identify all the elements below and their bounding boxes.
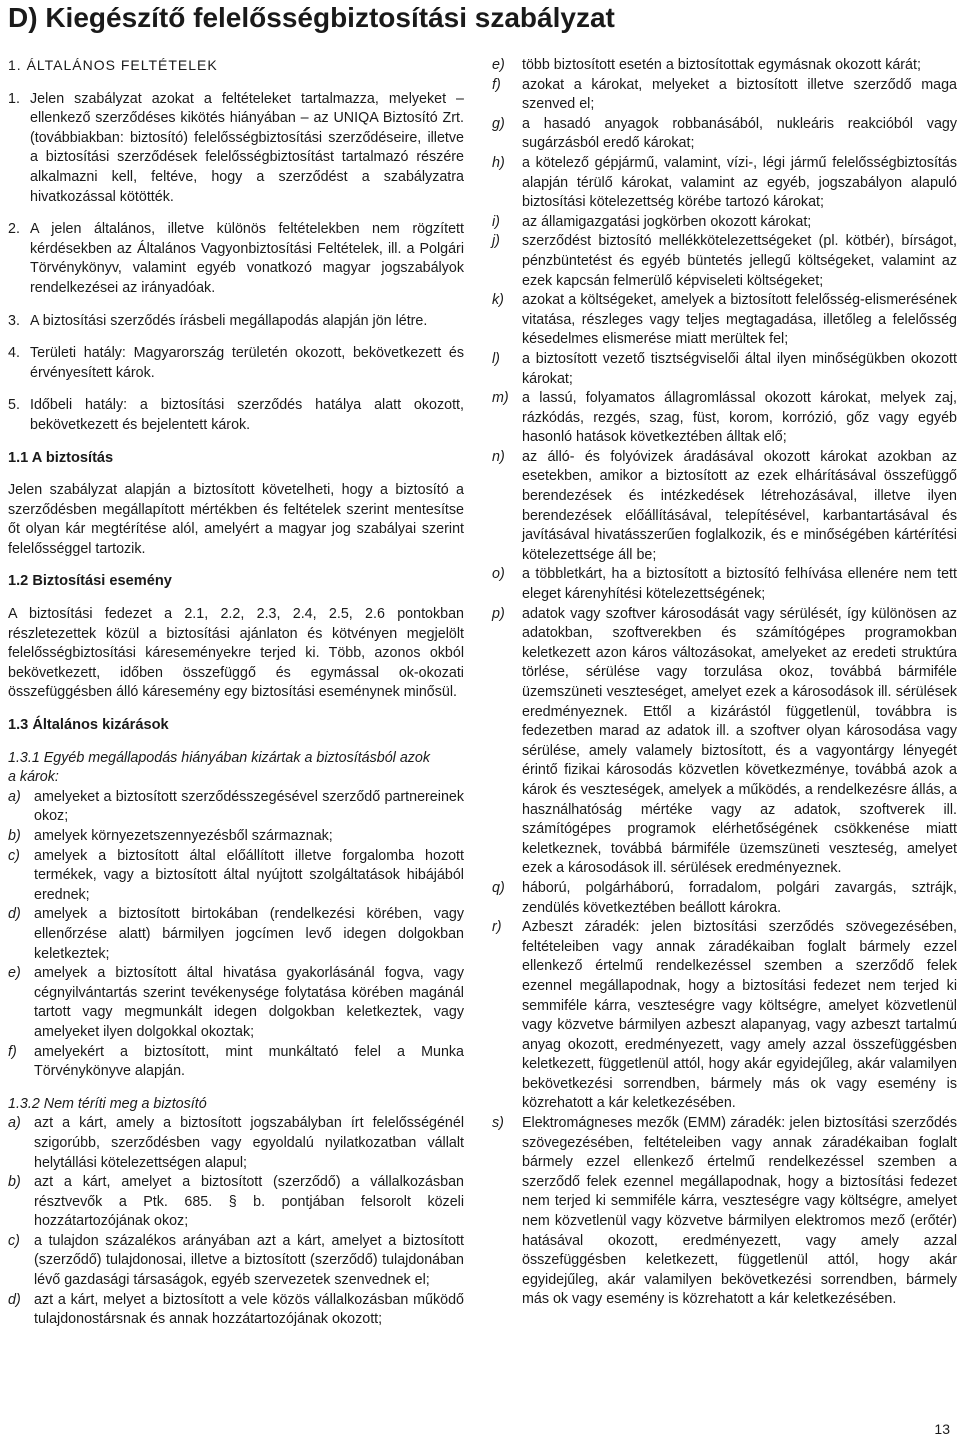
list-item [8, 847, 464, 906]
list-item-marker: b) [8, 828, 21, 844]
exclusion-list-1-3-2 [8, 1114, 464, 1330]
list-item-marker: q) [492, 879, 505, 896]
list-item-marker: i) [492, 213, 500, 230]
list-item-text: amelyek környezetszennyezésből származnak; [34, 828, 333, 844]
list-item [8, 1114, 464, 1173]
list-item-text: Elektromágneses mezők (EMM) záradék: jelen biztosítási szerződés szövegezésében, feltételeiben vagy annak záradékaiban foglalt bármely ezzel ellenkező értelmű rendelkezéssel szemben a szerződő felek ezennel megállapodnak, hogy a biztosítási fedezet nem terjed ki semmiféle kárra, veszteségre vagy költségre, amelyet nem közvetlenül vagy közvetve bármilyen elektromos mező (erőtér) hatásával okozott, eredményezett, vagy amely azzal összefüggésben keletkezett, függetlenül attól, hogy akár egyidejűleg, akár valamilyen bekövetkezési sorrendben, bármely más ok vagy esemény is közrehatott a kár keletkezésében. [522, 1115, 957, 1308]
list-item-marker: p) [492, 605, 505, 622]
list-item-marker: g) [492, 115, 505, 132]
list-item [492, 56, 957, 76]
list-item [492, 605, 957, 879]
paragraph-text: A jelen általános, illetve különös feltételekben nem rögzített kérdésekben az Általános Vagyonbiztosítási Feltételek, ill. a Polgári Törvénykönyv, valamint egyéb vonatkozó magyar jogszabályok rendelkezései az irányadóak. [30, 221, 464, 296]
list-item-marker: k) [492, 292, 504, 309]
list-item-marker: s) [492, 1115, 504, 1132]
list-item-text: amelyek a biztosított birtokában (rendelkezési körében, vagy ellenőrzése alatt) bármilyen jogcímen levő idegen dolgokban keletkeztek; [34, 906, 464, 962]
list-item-marker: a) [8, 1115, 21, 1132]
list-item-text: amelyek a biztosított által hivatása gyakorlásánál fogva, vagy cégnyilvántartás szerint tevékenysége folytatása körében magánál tartott vagy megmunkált idegen dolgokban keletkeztek, vagy amelyeket ilyen dolgokkal okoztak; [34, 965, 464, 1040]
list-item-marker: f) [492, 76, 501, 93]
list-item-text: azokat a károkat, melyeket a biztosított illetve szerződő maga szenved el; [522, 76, 957, 113]
list-item-text: az államigazgatási jogkörben okozott károkat; [522, 213, 812, 230]
list-item [8, 827, 464, 847]
list-item-marker: c) [8, 1232, 20, 1249]
list-item-marker: c) [8, 847, 20, 864]
numbered-paragraph [8, 90, 464, 208]
numbered-paragraph [8, 344, 464, 383]
list-item [492, 448, 957, 566]
list-item-marker: n) [492, 448, 505, 465]
heading-1-1: 1.1 A biztosítás [8, 449, 114, 466]
paragraph-text: Területi hatály: Magyarország területén okozott, bekövetkezett és érvényesített károk. [30, 345, 464, 381]
list-item [492, 154, 957, 213]
exclusion-list-continued [492, 56, 957, 1310]
left-column [8, 56, 464, 1343]
list-item-text: amelyek a biztosított által előállított illetve forgalomba hozott termékek, vagy a biztosított által nyújtott szolgáltatások hibájából erednek; [34, 847, 464, 903]
paragraph-text: A biztosítási szerződés írásbeli megállapodás alapján jön létre. [30, 312, 428, 329]
list-item [492, 232, 957, 291]
list-item-text: azt a kárt, melyet a biztosított a vele közös vállalkozásban működő tulajdonostársnak és annak hozzátartozójának okozott; [34, 1291, 464, 1328]
list-item-text: azokat a költségeket, amelyek a biztosított felelősség-elismerésének vitatása, részleges vagy teljes megtagadása, illetőleg a felelősség késedelmes elismerése miatt merültek fel; [522, 292, 957, 348]
heading-1-2: 1.2 Biztosítási esemény [8, 573, 172, 590]
list-item [492, 350, 957, 389]
list-item [8, 1232, 464, 1291]
paragraph-text: Időbeli hatály: a biztosítási szerződés hatálya alatt okozott, bekövetkezett és bejelentett károk. [30, 397, 464, 433]
right-column [492, 56, 957, 1323]
list-item [8, 788, 464, 827]
list-item-marker: e) [8, 965, 21, 982]
list-item [492, 565, 957, 604]
section-heading: 1. ÁLTALÁNOS FELTÉTELEK [8, 57, 218, 73]
list-item-text: amelyeket a biztosított szerződésszegésével szerződő partnereinek okoz; [34, 788, 464, 825]
list-item-text: adatok vagy szoftver károsodását vagy sérülését, így különösen az adatokban, szoftverekben és számítógépes programokban keletkezett azon káros változásokat, amelyeket az eredeti struktúra törlése, sérülése vagy torzulása okoz, továbbá bármiféle üzemszüneti veszteséget, amelyet ezek a károsodások ill. sérülések eredményeznek. Ettől a kizárástól függetlenül, továbbra is fedezetben marad az adatok ill. a szoftver olyan károsodása vagy sérülése, amely valamely biztosított, és a vagyontárgy lényegét érintő fizikai károsodás közvetlen következménye, továbbá azok a károk és veszteségek, amelyek a működés, a rendelkezésre állás, a használhatóság mértéke vagy az adatok, szoftverek ill. számítógépes programok elérhetőségének csökkenése miatt keletkeznek, továbbá bármiféle üzemszüneti veszteség, amelyet ezek a károsodások ill. sérülések eredményeznek. [522, 605, 957, 877]
paragraph-1-2: A biztosítási fedezet a 2.1, 2.2, 2.3, 2.4, 2.5, 2.6 pontokban részletezettek közül a biztosítási ajánlaton és kötvényen megjelölt felelősségbiztosítási káreseményekre terjed ki. Több, azonos okból bekövetkezett, időben összefüggő és egymással ok-okozati összefüggésben álló káresemény egy biztosítási eseménynek minősül. [8, 606, 464, 701]
list-item-marker: a) [8, 788, 21, 805]
list-item-text: több biztosított esetén a biztosítottak egymásnak okozott kárát; [522, 57, 921, 73]
list-item [8, 905, 464, 964]
list-item-marker: d) [8, 1291, 21, 1308]
list-item-text: azt a kárt, amelyet a biztosított (szerződő) a vállalkozásban résztvevők a Ptk. 685. § b. pontjában felsorolt közeli hozzátartozójának okoz; [34, 1174, 464, 1230]
list-item-text: a többletkárt, ha a biztosított a biztosító felhívása ellenére nem tett eleget kárenyhítési kötelezettségének; [522, 566, 957, 603]
list-item [8, 1173, 464, 1232]
paragraph-text: Jelen szabályzat azokat a feltételeket tartalmazza, melyeket – ellenkező szerződéses kikötés hiányában – az UNIQA Biztosító Zrt. (továbbiakban: biztosító) felelősségbiztosítási szerződéseire, illetve a biztosítási szerződések felelősségbiztosítást tartalmazó részére alkalmazni kell, feltéve, hogy a szerződést a szabályzatra hivatkozással kötötték. [30, 90, 464, 205]
heading-1-3: 1.3 Általános kizárások [8, 717, 169, 734]
list-item [492, 1114, 957, 1310]
list-item-marker: j) [492, 233, 500, 250]
document-title: D) Kiegészítő felelősségbiztosítási szabályzat [8, 2, 615, 33]
list-item [492, 918, 957, 1114]
list-item-text: szerződést biztosító mellékkötelezettségeket (pl. kötbér), bírságot, pénzbüntetést és egyéb büntetés jellegű költségeket, valamint az ezek kapcsán felmerülő képviseleti költségeket; [522, 233, 957, 289]
subheading-1-3-1-cont: a károk: [8, 769, 59, 786]
numbered-paragraph [8, 220, 464, 298]
list-item [492, 879, 957, 918]
list-item-marker: h) [492, 154, 505, 171]
list-item-marker: b) [8, 1174, 21, 1191]
exclusion-list-1-3-1 [8, 788, 464, 1082]
list-item-text: amelyekért a biztosított, mint munkáltató felel a Munka Törvénykönyve alapján. [34, 1043, 464, 1080]
list-item-text: az álló- és folyóvizek áradásával okozott károkat azokban az esetekben, amikor a biztosított az ezek elhárításával összefüggő berendezések és intézkedések létrehozásával, illetve ilyen berendezések előállításával, telepítésével, karbantartásával és javításával hivatásszerűen foglalkozik, és e minőségében kártérítési kötelezettsége áll be; [522, 448, 957, 563]
list-item-marker: e) [492, 57, 505, 73]
page-number: 13 [934, 1421, 950, 1437]
list-item [8, 1291, 464, 1330]
paragraph-number: 5. [8, 397, 20, 414]
list-item-marker: d) [8, 906, 21, 923]
list-item-text: azt a kárt, amely a biztosított jogszabályban írt felelősségénél szigorúbb, szerződésben vagy egyoldalú nyilatkozatban vállalt helytállási kötelezettségen alapul; [34, 1115, 464, 1171]
subheading-1-3-2: 1.3.2 Nem téríti meg a biztosító [8, 1095, 207, 1112]
list-item-text: a biztosított vezető tisztségviselői által ilyen minőségükben okozott károkat; [522, 350, 957, 387]
list-item [492, 76, 957, 115]
list-item-text: háború, polgárháború, forradalom, polgári zavargás, sztrájk, zendülés következtében beállott károkra. [522, 879, 957, 916]
list-item-text: a hasadó anyagok robbanásából, nukleáris reakcióból vagy sugárzásból eredő károkat; [522, 115, 957, 152]
list-item-text: Azbeszt záradék: jelen biztosítási szerződés szövegezésében, feltételeiben vagy annak záradékaiban foglalt bármely ezzel ellenkező értelmű rendelkezéssel szemben a szerződő felek ezennel megállapodnak, hogy a biztosítási fedezet nem terjed ki semmiféle kárra, veszteségre vagy költségre, amelyet közvetlenül vagy közvetve bármilyen azbeszt alapanyag, vagy azbeszt tartalmú anyag okozott, eredményezett, vagy amely azzal összefüggésben keletkezett, függetlenül attól, hogy akár egyidejűleg, akár valamilyen bekövetkezési sorrendben, bármely más ok vagy esemény is közrehatott a kár keletkezésében. [522, 919, 957, 1112]
paragraph-number: 1. [8, 90, 20, 107]
list-item-marker: f) [8, 1043, 17, 1060]
paragraph-number: 4. [8, 345, 20, 362]
list-item-marker: o) [492, 566, 505, 583]
numbered-paragraph [8, 396, 464, 435]
subheading-1-3-1: 1.3.1 Egyéb megállapodás hiányában kizártak a biztosításból azok [8, 749, 431, 766]
list-item [492, 213, 957, 233]
list-item [8, 1043, 464, 1082]
numbered-paragraph [8, 312, 464, 332]
list-item-marker: l) [492, 350, 500, 367]
list-item [492, 291, 957, 350]
paragraph-number: 2. [8, 221, 20, 238]
list-item [492, 389, 957, 448]
numbered-paragraphs [8, 90, 464, 436]
list-item [8, 964, 464, 1042]
list-item-text: a lassú, folyamatos állagromlással okozott károkat, melyek zaj, rázkódás, rezgés, szag, füst, korom, korrózió, gőz vagy egyéb hasonló hatások következtében álltak elő; [522, 390, 957, 446]
list-item-marker: m) [492, 390, 509, 407]
list-item [492, 115, 957, 154]
list-item-text: a tulajdon százalékos arányában azt a kárt, amelyet a biztosított (szerződő) tulajdonosai, illetve a biztosított (szerződő) tulajdonában lévő gazdasági társaságok, egyéb szervezetek szenvednek el; [34, 1232, 464, 1289]
paragraph-1-1: Jelen szabályzat alapján a biztosított követelheti, hogy a biztosító a szerződésben megállapított mértékben és feltételek szerint mentesítse őt olyan kár megtérítése alól, amelyért a magyar jog szabályai szerint felelősséggel tartozik. [8, 482, 464, 557]
paragraph-number: 3. [8, 312, 20, 329]
list-item-marker: r) [492, 919, 502, 936]
list-item-text: a kötelező gépjármű, valamint, vízi-, légi jármű felelősségbiztosítás alapján térülő károkat, valamint az egyéb, jogszabályon alapuló biztosítási kötelezettség körébe tartozó károkat; [522, 154, 957, 211]
